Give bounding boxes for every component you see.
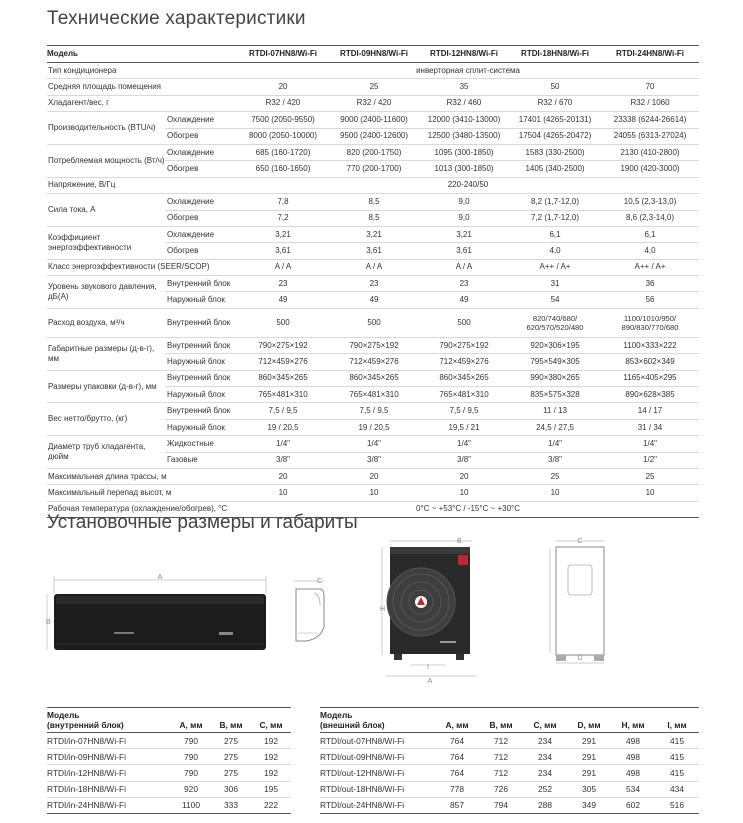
table-row bbox=[320, 765, 699, 781]
cell: 500 bbox=[329, 308, 419, 337]
cell: 8,6 (2,3-14,0) bbox=[601, 210, 699, 226]
cell: R32 / 420 bbox=[329, 95, 419, 111]
cell: RTDI/in-09HN8/Wi-Fi bbox=[47, 749, 171, 765]
cell: 770 (200-1700) bbox=[329, 161, 419, 177]
row-label: Расход воздуха, м³/ч bbox=[47, 308, 165, 337]
sub-label: Жидкостные bbox=[165, 436, 237, 452]
cell: 12500 (3480-13500) bbox=[419, 128, 509, 144]
cell: 291 bbox=[567, 765, 611, 781]
spec-row-maxh bbox=[47, 485, 699, 501]
cell: 17401 (4265-20131) bbox=[509, 112, 601, 128]
cell: 712 bbox=[479, 749, 523, 765]
cell: 6,1 bbox=[601, 226, 699, 242]
row-label: Потребляемая мощность (Вт/ч) bbox=[47, 144, 165, 177]
sub-label: Обогрев bbox=[165, 128, 237, 144]
sub-label: Наружный блок bbox=[165, 387, 237, 403]
row-value: 220-240/50 bbox=[237, 177, 699, 193]
cell: 920×306×195 bbox=[509, 337, 601, 353]
cell: 1/4" bbox=[329, 436, 419, 452]
cell: 1013 (300-1850) bbox=[419, 161, 509, 177]
cell: 234 bbox=[523, 749, 567, 765]
cell: 11 / 13 bbox=[509, 403, 601, 419]
cell: 49 bbox=[329, 292, 419, 308]
cell: 20 bbox=[237, 468, 329, 484]
cell: 3,21 bbox=[419, 226, 509, 242]
cell: 790×275×192 bbox=[329, 337, 419, 353]
col-b: B, мм bbox=[479, 708, 523, 733]
sub-label: Охлаждение bbox=[165, 226, 237, 242]
row-label: Тип кондиционера bbox=[47, 63, 237, 79]
cell: 8,5 bbox=[329, 210, 419, 226]
row-value: инверторная сплит-система bbox=[237, 63, 699, 79]
cell: 602 bbox=[611, 797, 655, 813]
cell: 8,2 (1,7-12,0) bbox=[509, 194, 601, 210]
dim-label-b-out: B bbox=[457, 538, 462, 545]
cell: 19 / 20,5 bbox=[329, 419, 419, 435]
cell: 2130 (410-2800) bbox=[601, 144, 699, 160]
sub-label: Внутренний блок bbox=[165, 276, 237, 292]
cell: 790 bbox=[171, 733, 211, 749]
col-d: D, мм bbox=[567, 708, 611, 733]
dim-label-h: H bbox=[380, 606, 386, 613]
cell: 8,5 bbox=[329, 194, 419, 210]
cell: 305 bbox=[567, 781, 611, 797]
cell: 7,2 (1,7-12,0) bbox=[509, 210, 601, 226]
sub-label: Внутренний блок bbox=[165, 370, 237, 386]
cell: 23 bbox=[237, 276, 329, 292]
sub-label: Обогрев bbox=[165, 161, 237, 177]
cell: 712 bbox=[479, 733, 523, 749]
model-col-2: RTDI-09HN8/Wi-Fi bbox=[329, 46, 419, 63]
cell: 17504 (4265-20472) bbox=[509, 128, 601, 144]
cell: 3,61 bbox=[419, 243, 509, 259]
cell: 192 bbox=[251, 733, 291, 749]
sub-label: Охлаждение bbox=[165, 144, 237, 160]
cell: 1/4" bbox=[509, 436, 601, 452]
sub-label: Внутренний блок bbox=[165, 337, 237, 353]
cell: A / A bbox=[329, 259, 419, 275]
cell: 234 bbox=[523, 733, 567, 749]
cell: 4,0 bbox=[509, 243, 601, 259]
outdoor-dims-table bbox=[320, 707, 699, 814]
cell: 860×345×265 bbox=[419, 370, 509, 386]
cell: 794 bbox=[479, 797, 523, 813]
cell: 820/740/680/ 620/570/520/480 bbox=[509, 308, 601, 337]
cell: 7,5 / 9,5 bbox=[329, 403, 419, 419]
row-label: Класс энергоэффективности (SEER/SCOP) bbox=[47, 259, 237, 275]
sub-label: Наружный блок bbox=[165, 419, 237, 435]
table-row bbox=[47, 797, 291, 813]
cell: 820 (200-1750) bbox=[329, 144, 419, 160]
spec-row-type bbox=[47, 63, 699, 79]
row-label: Уровень звукового давления, дБ(А) bbox=[47, 276, 165, 309]
row-label: Диаметр труб хладагента, дюйм bbox=[47, 436, 165, 469]
cell: RTDI/in-12HN8/Wi-Fi bbox=[47, 765, 171, 781]
cell: 516 bbox=[655, 797, 699, 813]
outdoor-unit-side-drawing bbox=[548, 537, 608, 667]
cell: 3/8" bbox=[237, 452, 329, 468]
table-row bbox=[47, 781, 291, 797]
dim-label-c: C bbox=[317, 578, 323, 585]
cell: 7,2 bbox=[237, 210, 329, 226]
row-label: Габаритные размеры (д-в-г), мм bbox=[47, 337, 165, 370]
sub-label: Внутренний блок bbox=[165, 403, 237, 419]
col-i: I, мм bbox=[655, 708, 699, 733]
spec-row-class bbox=[47, 259, 699, 275]
cell: 434 bbox=[655, 781, 699, 797]
cell: 7500 (2050-9550) bbox=[237, 112, 329, 128]
col-a: A, мм bbox=[171, 708, 211, 733]
row-label: Коэффициент энергоэффективности bbox=[47, 226, 165, 259]
model-col-3: RTDI-12HN8/Wi-Fi bbox=[419, 46, 509, 63]
indoor-dims-header bbox=[47, 708, 291, 733]
cell: 685 (160-1720) bbox=[237, 144, 329, 160]
cell: 54 bbox=[509, 292, 601, 308]
cell: 4,0 bbox=[601, 243, 699, 259]
cell: 1583 (330-2500) bbox=[509, 144, 601, 160]
cell: RTDI/out-12HN8/Wi-Fi bbox=[320, 765, 435, 781]
col-b: B, мм bbox=[211, 708, 251, 733]
cell: 712×459×276 bbox=[419, 354, 509, 370]
cell: 9,0 bbox=[419, 210, 509, 226]
table-row bbox=[320, 781, 699, 797]
row-label: Производительность (BTU/ч) bbox=[47, 112, 165, 145]
cell: A++ / A+ bbox=[601, 259, 699, 275]
dim-label-a-out: A bbox=[427, 678, 433, 685]
cell: 288 bbox=[523, 797, 567, 813]
cell: 192 bbox=[251, 765, 291, 781]
indoor-model-line1: Модель bbox=[47, 710, 80, 720]
cell: 835×575×328 bbox=[509, 387, 601, 403]
sub-label: Газовые bbox=[165, 452, 237, 468]
cell: 498 bbox=[611, 733, 655, 749]
cell: 857 bbox=[435, 797, 479, 813]
sub-label: Охлаждение bbox=[165, 194, 237, 210]
cell: 349 bbox=[567, 797, 611, 813]
install-title: Установочные размеры и габариты bbox=[47, 512, 358, 533]
cell: 14 / 17 bbox=[601, 403, 699, 419]
cell: 333 bbox=[211, 797, 251, 813]
cell: 712×459×276 bbox=[237, 354, 329, 370]
cell: 275 bbox=[211, 749, 251, 765]
cell: 31 / 34 bbox=[601, 419, 699, 435]
indoor-unit-side-drawing bbox=[290, 575, 330, 647]
cell: 25 bbox=[329, 79, 419, 95]
cell: 291 bbox=[567, 749, 611, 765]
cell: RTDI/out-09HN8/Wi-Fi bbox=[320, 749, 435, 765]
col-c: C, мм bbox=[251, 708, 291, 733]
cell: RTDI/in-18HN8/Wi-Fi bbox=[47, 781, 171, 797]
cell: 23 bbox=[419, 276, 509, 292]
outdoor-model-header bbox=[320, 708, 435, 733]
dim-label-c-out: C bbox=[577, 538, 583, 545]
cell: 920 bbox=[171, 781, 211, 797]
cell: 7,8 bbox=[237, 194, 329, 210]
dim-label-i: I bbox=[427, 664, 429, 671]
spec-row-refrigerant bbox=[47, 95, 699, 111]
row-label: Рабочая температура (охлаждение/обогрев), °С bbox=[47, 501, 237, 517]
row-label: Вес нетто/брутто, (кг) bbox=[47, 403, 165, 436]
model-col-1: RTDI-07HN8/Wi-Fi bbox=[237, 46, 329, 63]
model-col-5: RTDI-24HN8/Wi-Fi bbox=[601, 46, 699, 63]
cell: 3,21 bbox=[329, 226, 419, 242]
spec-row-maxlen bbox=[47, 468, 699, 484]
cell: 415 bbox=[655, 765, 699, 781]
cell: RTDI/in-07HN8/Wi-Fi bbox=[47, 733, 171, 749]
cell: 712×459×276 bbox=[329, 354, 419, 370]
col-h: H, мм bbox=[611, 708, 655, 733]
outdoor-model-line1: Модель bbox=[320, 710, 353, 720]
cell: 234 bbox=[523, 765, 567, 781]
outdoor-side-outline bbox=[556, 547, 604, 655]
cell: 24,5 / 27,5 bbox=[509, 419, 601, 435]
cell: R32 / 670 bbox=[509, 95, 601, 111]
cell: 23338 (6244-26614) bbox=[601, 112, 699, 128]
model-col-4: RTDI-18HN8/Wi-Fi bbox=[509, 46, 601, 63]
cell: A++ / A+ bbox=[509, 259, 601, 275]
cell: 650 (160-1650) bbox=[237, 161, 329, 177]
cell: 500 bbox=[419, 308, 509, 337]
cell: 790×275×192 bbox=[419, 337, 509, 353]
spec-row-current-cool bbox=[47, 194, 699, 210]
cell: 3,21 bbox=[237, 226, 329, 242]
row-label: Напряжение, В/Гц bbox=[47, 177, 237, 193]
cell: 10 bbox=[237, 485, 329, 501]
cell: A / A bbox=[237, 259, 329, 275]
spec-row-dims-in bbox=[47, 337, 699, 353]
cell: 860×345×265 bbox=[329, 370, 419, 386]
sub-label: Обогрев bbox=[165, 210, 237, 226]
cell: 3/8" bbox=[329, 452, 419, 468]
cell: 860×345×265 bbox=[237, 370, 329, 386]
cell: 9,0 bbox=[419, 194, 509, 210]
col-a: A, мм bbox=[435, 708, 479, 733]
spec-row-power-cool bbox=[47, 144, 699, 160]
spec-table bbox=[47, 45, 699, 518]
cell: 1100/1010/950/ 890/830/770/680 bbox=[601, 308, 699, 337]
cell: 990×380×265 bbox=[509, 370, 601, 386]
spec-row-capacity-cool bbox=[47, 112, 699, 128]
cell: 3,61 bbox=[237, 243, 329, 259]
cell: 31 bbox=[509, 276, 601, 292]
cell: 1165×405×295 bbox=[601, 370, 699, 386]
cell: 36 bbox=[601, 276, 699, 292]
cell: 1/4" bbox=[601, 436, 699, 452]
cell: 25 bbox=[601, 468, 699, 484]
table-row bbox=[320, 733, 699, 749]
cell: 23 bbox=[329, 276, 419, 292]
cell: 1/2" bbox=[601, 452, 699, 468]
cell: 49 bbox=[237, 292, 329, 308]
cell: 3,61 bbox=[329, 243, 419, 259]
cell: 1100×333×222 bbox=[601, 337, 699, 353]
cell: 252 bbox=[523, 781, 567, 797]
table-row bbox=[47, 765, 291, 781]
cell: 20 bbox=[329, 468, 419, 484]
cell: 726 bbox=[479, 781, 523, 797]
row-value: 0°С ~ +53°С / -15°С ~ +30°С bbox=[237, 501, 699, 517]
spec-row-noise-in bbox=[47, 276, 699, 292]
dim-label-b: B bbox=[46, 619, 51, 626]
cell: 3/8" bbox=[509, 452, 601, 468]
cell: RTDI/out-18HN8/Wi-Fi bbox=[320, 781, 435, 797]
indoor-dims-table bbox=[47, 707, 291, 814]
cell: 50 bbox=[509, 79, 601, 95]
cell: RTDI/out-07HN8/Wi-Fi bbox=[320, 733, 435, 749]
cell: 7,5 / 9,5 bbox=[237, 403, 329, 419]
cell: 1405 (340-2500) bbox=[509, 161, 601, 177]
cell: 8000 (2050-10000) bbox=[237, 128, 329, 144]
cell: 1/4" bbox=[419, 436, 509, 452]
brand-mark bbox=[458, 555, 468, 565]
indoor-model-line2: (внутренний блок) bbox=[47, 720, 124, 730]
cell: 192 bbox=[251, 749, 291, 765]
spec-row-pack-in bbox=[47, 370, 699, 386]
cell: 195 bbox=[251, 781, 291, 797]
sub-label: Наружный блок bbox=[165, 292, 237, 308]
table-row bbox=[47, 749, 291, 765]
spec-row-area bbox=[47, 79, 699, 95]
cell: R32 / 420 bbox=[237, 95, 329, 111]
row-label: Максимальная длина трассы, м bbox=[47, 468, 237, 484]
cell: 25 bbox=[509, 468, 601, 484]
cell: 12000 (3410-13000) bbox=[419, 112, 509, 128]
cell: 7,5 / 9,5 bbox=[419, 403, 509, 419]
sub-label: Обогрев bbox=[165, 243, 237, 259]
spec-row-weight-in bbox=[47, 403, 699, 419]
cell: R32 / 1060 bbox=[601, 95, 699, 111]
cell: 10 bbox=[509, 485, 601, 501]
cell: 795×549×305 bbox=[509, 354, 601, 370]
cell: 70 bbox=[601, 79, 699, 95]
cell: 1/4" bbox=[237, 436, 329, 452]
cell: 306 bbox=[211, 781, 251, 797]
specs-title: Технические характеристики bbox=[47, 8, 306, 29]
cell: 534 bbox=[611, 781, 655, 797]
cell: 498 bbox=[611, 765, 655, 781]
cell: 10 bbox=[419, 485, 509, 501]
cell: 712 bbox=[479, 765, 523, 781]
cell: R32 / 460 bbox=[419, 95, 509, 111]
cell: 790 bbox=[171, 765, 211, 781]
cell: 853×602×349 bbox=[601, 354, 699, 370]
cell: 764 bbox=[435, 765, 479, 781]
sub-label: Охлаждение bbox=[165, 112, 237, 128]
cell: 765×481×310 bbox=[329, 387, 419, 403]
cell: 275 bbox=[211, 765, 251, 781]
cell: 1100 bbox=[171, 797, 211, 813]
cell: RTDI/out-24HN8/Wi-Fi bbox=[320, 797, 435, 813]
cell: 24055 (6313-27024) bbox=[601, 128, 699, 144]
cell: 500 bbox=[237, 308, 329, 337]
cell: 19 / 20,5 bbox=[237, 419, 329, 435]
cell: 9500 (2400-12600) bbox=[329, 128, 419, 144]
spec-header-row bbox=[47, 46, 699, 63]
sub-label: Наружный блок bbox=[165, 354, 237, 370]
outdoor-unit-front-drawing bbox=[374, 535, 479, 685]
cell: 765×481×310 bbox=[237, 387, 329, 403]
table-row bbox=[320, 797, 699, 813]
cell: 790 bbox=[171, 749, 211, 765]
cell: 291 bbox=[567, 733, 611, 749]
indoor-model-header bbox=[47, 708, 171, 733]
row-label: Средняя площадь помещения bbox=[47, 79, 237, 95]
cell: 778 bbox=[435, 781, 479, 797]
cell: 764 bbox=[435, 733, 479, 749]
cell: 6,1 bbox=[509, 226, 601, 242]
cell: 890×628×385 bbox=[601, 387, 699, 403]
spec-row-voltage bbox=[47, 177, 699, 193]
cell: 10 bbox=[329, 485, 419, 501]
spec-row-air bbox=[47, 308, 699, 337]
col-c: C, мм bbox=[523, 708, 567, 733]
cell: 19,5 / 21 bbox=[419, 419, 509, 435]
indoor-unit-front-drawing bbox=[44, 572, 274, 662]
cell: 498 bbox=[611, 749, 655, 765]
outdoor-dims-header bbox=[320, 708, 699, 733]
cell: 415 bbox=[655, 733, 699, 749]
table-row bbox=[320, 749, 699, 765]
cell: 10,5 (2,3-13,0) bbox=[601, 194, 699, 210]
cell: 9000 (2400-11600) bbox=[329, 112, 419, 128]
row-label: Сила тока, А bbox=[47, 194, 165, 227]
cell: 35 bbox=[419, 79, 509, 95]
sub-label: Внутренний блок bbox=[165, 308, 237, 337]
cell: 790×275×192 bbox=[237, 337, 329, 353]
cell: 10 bbox=[601, 485, 699, 501]
cell: 1095 (300-1850) bbox=[419, 144, 509, 160]
row-label: Размеры упаковки (д-в-г), мм bbox=[47, 370, 165, 403]
cell: 275 bbox=[211, 733, 251, 749]
cell: A / A bbox=[419, 259, 509, 275]
model-header: Модель bbox=[47, 46, 237, 63]
dim-label-a: A bbox=[157, 574, 163, 581]
table-row bbox=[47, 733, 291, 749]
cell: 222 bbox=[251, 797, 291, 813]
dim-label-d: D bbox=[577, 655, 583, 662]
outdoor-model-line2: (внешний блок) bbox=[320, 720, 385, 730]
row-label: Максимальный перепад высот, м bbox=[47, 485, 237, 501]
cell: 1900 (420-3000) bbox=[601, 161, 699, 177]
cell: 765×481×310 bbox=[419, 387, 509, 403]
cell: RTDI/in-24HN8/Wi-Fi bbox=[47, 797, 171, 813]
cell: 20 bbox=[419, 468, 509, 484]
spec-row-pipe-liquid bbox=[47, 436, 699, 452]
cell: 56 bbox=[601, 292, 699, 308]
cell: 49 bbox=[419, 292, 509, 308]
spec-row-eff-cool bbox=[47, 226, 699, 242]
cell: 3/8" bbox=[419, 452, 509, 468]
row-label: Хладагент/вес, г bbox=[47, 95, 237, 111]
cell: 415 bbox=[655, 749, 699, 765]
cell: 20 bbox=[237, 79, 329, 95]
cell: 764 bbox=[435, 749, 479, 765]
